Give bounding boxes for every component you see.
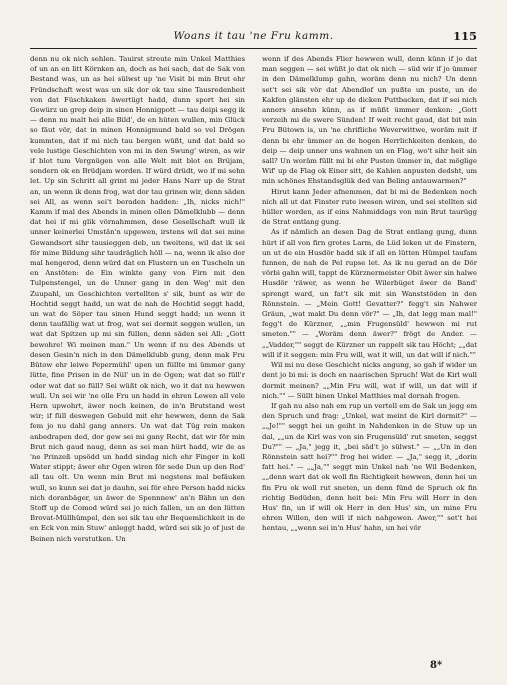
paragraph: Hirut kann Jeder afnemmen, dat bi mi de Bedenken noch nich all ut dat Finster rute iwesen wiren, und sei stellten sid hüller worden, as if eins Nahmiddags von min Brut taurügg de Strat entlang gung. (262, 187, 477, 227)
right-column (262, 54, 477, 534)
page-header (30, 30, 477, 46)
left-column (30, 54, 245, 544)
paragraph: Wil mi nu dese Geschicht nicks angung, so gah if wider un dent jo bi mi: is doch en naarischen Spruch! Wat de Kirl wull dormit meinen? „„Min Fru will, wat if will, un dat will if nich."" — Süllt binen Unkel Matthies mal dornah frogen. (262, 361, 477, 400)
header-rule (30, 48, 477, 49)
paragraph: As if nämlich an desen Dag de Strat entlang gung, dunn hürt if all von firn grotes Larm, de Lüd leken ut de Finstern, un ut de ein Husdör hadd sik if all en lütten Hümpel taufam funnen, de nah de Pel rupse let. As ik nu gerad an de Dör vörbi gahn will, tappt de Kürznermeister Obit äwer sin halwe Husdör 'räwer, as wenn he Wilerbüget äwer de Band' sprengt ward, un fat't sik mit sin Wanststöden in den Rönnstein. — „Mein Gott! Gevatter?" fegg't sin Nahwer Gräun, „wat makt Du denn vör?" — „Ih, dat legg man mal!" fegg't de Kürzner, „„min Frugensüld' hewwen mi rut smeten."" — „Woräm denn äwer?" frögt de Ander. — „„Vadder,"" seggt de Kürzner un rappelt sik tau Höcht; „„dat will if it seggen: min Fru will, wat it will, un dat will if nich."" (262, 228, 477, 359)
signature-mark: 8* (430, 660, 443, 671)
paragraph: If gah nu also nah em rup un vertell em de Sak un jegg em den Spruch und frag: „Unkel, wat meint de Kirl dormit?" — „„Je!"" seggt hei un geiht in Nahdenken in de Stuw up un dal, „„un de Kirl was von sin Frugensüld' rut smeten, seggst Du?"" — „Ja," jegg it, „bei säd't jo sülwst." — „„Un in den Rönnstein satt hei?"" frog hei wider. — „Ja," segg it, „dorin fatt hei." — „„Ja,"" seggt min Unkel nah 'ne Wil Bedenken, „„denn wart dat ok woll fin Richtigkeit hewwen, denn hei un fin Fru ok woll rut sneten, un denn fünd de Spruch ok fin richtig Bedüden, denn heit bei: Min Fru will Herr in den Hus' fin, un if will ok Herr in den Hus' sin, un mine Fru ehren Willen, den will if nich nahgewen. Awer,"" set't hei hentau, „„wenn sei in'n Hus' hahn, un hei vör (262, 401, 477, 533)
paragraph: denn nu ok nich sehlen. Tauirst streute min Unkel Matthies of un an en litt Körnken an, doch as hei sach, dat de Sak von Bestand was, un as hei sülwst up 'ne Visit bi min Brut ehr Fründschaft west was un sik dor ok tau sine Tausredenheit von dat Füschkaken äwertügt hadd, dunn sport hei sin Gewürz un grep deip in sinen Honnigpott — tau deipi segg ik — denn nu malt hei alle Bild', de en hüten wullen, min Glück so fäut vör, dat in minen Honnigmund bald so vel Drögen kummten, dat if mi nich tau bergen wüßt, und dat bald so vele lustige Geschichten von mi in den Swung' wiren, as wir if blot tum Vergnügen von alle Welt mit blot en Brüjam, sondern ok en Brüdjam worden. If würd drüdt, wo if mi sehn let. Up sin Schritt all grint mi jeder Hans Narr up de Strat an, un wenn ik denn frog, wat dor tau grinen wir, denn säden sei All, as wenn sei't beraden hadden: „Ih, nicks nich!" Kamm if mal des Abends in minen ollen Dämelklubb — denn dat hei if mi glik vörnahmmen, dese Gesellschaft wull ik unner keinerlei Umstän'n upgewen, irstens wil dat sei mine Gewandsort sihr tausieggen deb, un tweitens, wil dat ik sei för mine Bildung sihr taudräglich höll — na, wenn ik also dor mal hengerod, denn würd dat en Flustern un en Tuscheln un en Anstöten: de Ein winkte gany von Firn mit den Tulpenstengel, un de Unner gang in den Weg' mit den Zuupahl, un Geschichten vertellten s' sik, bunt as wir de Hochtid seggt hadd, un wat de nah de Hochtid seggt hadd, un wat de Söper tau sinen Hund seggt hadd; un wenn it denn taufällig wat ut frog, wat sei dormit seggen wullen, un wat dat Spitzen up mi sin füllen, denn säden sei All: „Gott bewohre! Wi meinen man." Un wenn if nu des Abends ut desen Gesin'n nich in den Dämelklubb gung, denn mak Fru Bütow ehr leiwe Pepermühl' upen un füllte mi ümmer gany lütte, fine Prisen in de Nül' un in de Ogen; wat dat so füll'r oder wat dat so füll? Sei wüßt ok nich, wo it dat nu hewwen wull. Un sei wir 'ne olle Fru un hadd in ehren Lewen all vele Hern upwohrt, äwer noch keinen, de in'n Brutstand west wir; if füll deswegen Gebuld mit ehr hewwen, denn de Sak fem jo nu dahl gang anners. Un wat dat Tüg rein maken anbedrapen ded, dor gew sei mi gany Recht, dat wir för min Brut nich gaud naug, denn as sei man hürt hadd, wir de as 'ne Prinzeß upsödd un hadd sindag nich ehr Finger in koll Water stippt; äwer ehr Ogen wiren för sede Dun up den Rod' all tau olt. Un wenn min Brut mi negstens mal befäuken wull, so kunn sei dat jo dauhn, sei för ehre Person hadd nicks nich doranbäger, un äwer de Spennnew' an'n Bähn un den Stoff up de Comod würd sei jo nich fallen, un an den lütten Brovat-Müllhümpel, den sei sik tau ehr Bequemlichkeit in de en Eck von min Stuw' anleggt hadd, würd sei sik jo of just de Beinen nich verstutken. Un (30, 55, 245, 543)
paragraph: wenn if des Abends Flier hewwen wull, denn künn if jo dat man seggen — sei wüßt jo dat ok nich — süd wir if jo ümmer in den Dämelklump gahn, woräm denn nu nich? Un denn set't sei sik vör dat Abendlof un pußte un puste, un de Kakfen glänsten ehr up de dicken Puttbacken, dat if sei nich anners ansehn künn, as if müßt ümmer denken: „Gott verzeih mi de swere Sünden! If weit recht gaud, dat bit min Fru Bütown is, un 'ne chrifliche Weverwittwe, woräm mit if denn bi ehr ümmer an de hogen Herrlichkeiten denken, de deip — deip unner uns wahnen un en Flag, wo't sihr heit sin sall? Un woräm füllt mi bi ehr Pusten ümmer in, dat möglige Wif' up de Flag ok Einer sitt, de Kahlen anpusten dedsht, um min schönes Ehstandsglük ded van Beling antauwarmen?" (262, 55, 477, 186)
page-number: 115 (452, 29, 477, 43)
running-title: Woans it tau 'ne Fru kamm. (173, 30, 334, 42)
